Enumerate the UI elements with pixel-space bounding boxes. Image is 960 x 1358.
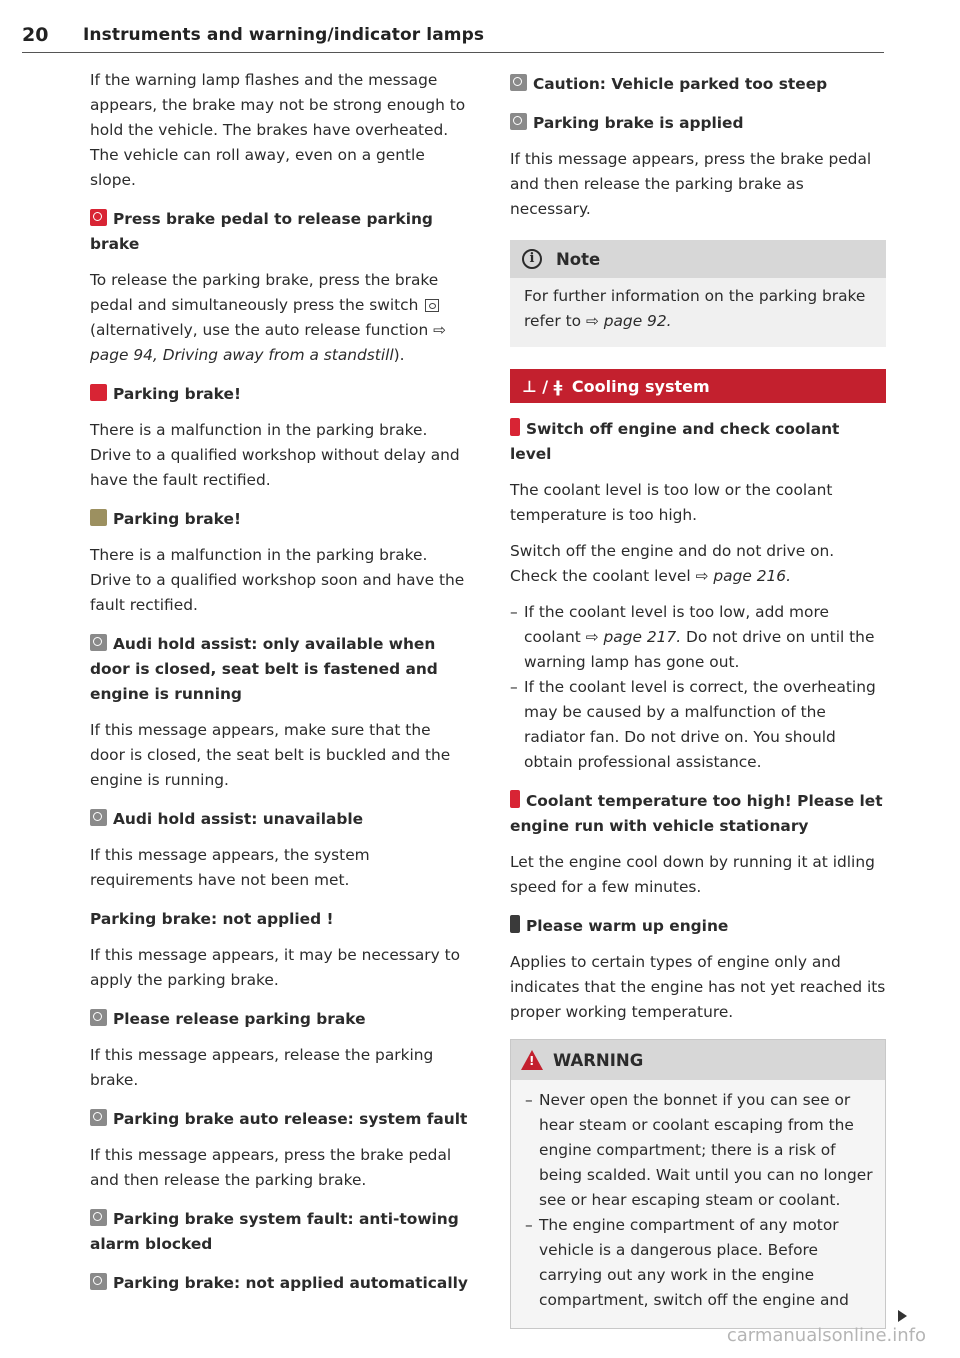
press-brake-heading: Press brake pedal to release parking brake	[90, 210, 433, 253]
warning-box	[510, 1039, 886, 1329]
list-item: – If the coolant level is too low, add more coolant ⇨ page 217. Do not drive on until the warning lamp has gone out.	[510, 600, 886, 675]
section-title: Instruments and warning/indicator lamps	[83, 25, 485, 45]
cooling-system-section-band	[510, 369, 886, 403]
note-text: For further information on the parking brake refer to ⇨ page 92.	[524, 287, 866, 330]
parking-brake-icon	[510, 74, 527, 91]
continue-arrow-icon	[898, 1310, 907, 1322]
switch-off-p1: The coolant level is too low or the coolant temperature is too high.	[510, 481, 833, 524]
auto-release-fault-heading: Parking brake auto release: system fault	[90, 1107, 470, 1132]
coolant-red-icon	[510, 418, 520, 436]
warm-up-heading: Please warm up engine	[510, 914, 886, 939]
hold-assist-icon	[90, 634, 107, 651]
parking-brake-fault-yellow-icon	[90, 509, 107, 526]
not-applied-auto-heading: Parking brake: not applied automatically	[90, 1271, 470, 1296]
coolant-icon: ⊥ / ǂ	[522, 376, 563, 396]
coolant-red-icon	[510, 790, 520, 808]
parking-brake-icon	[90, 1109, 107, 1126]
hold-assist-1-text: If this message appears, make sure that the door is closed, the seat belt is buckled and the engine is running.	[90, 721, 451, 789]
please-release-heading: Please release parking brake	[90, 1007, 470, 1032]
page-ref-link[interactable]: ⇨ page 92.	[585, 312, 672, 330]
parking-brake-icon	[90, 1209, 107, 1226]
system-fault-heading: Parking brake system fault: anti-towing alarm blocked	[90, 1210, 459, 1253]
switch-off-p2: Switch off the engine and do not drive on. Check the coolant level ⇨ page 216.	[510, 542, 835, 585]
too-high-heading: Coolant temperature too high! Please let engine run with vehicle stationary	[510, 792, 883, 835]
parking-brake-icon	[90, 1273, 107, 1290]
intro-paragraph: If the warning lamp flashes and the message appears, the brake may not be strong enough to hold the vehicle. The brakes have overheated. The vehicle can roll away, even on a gentle slope.	[90, 71, 466, 189]
parking-brake-yellow-text: There is a malfunction in the parking brake. Drive to a qualified workshop soon and have the fault rectified.	[90, 546, 465, 614]
coolant-temp-icon	[510, 915, 520, 933]
watermark: carmanualsonline.info	[726, 1325, 926, 1346]
parking-brake-yellow-heading: Parking brake!	[90, 507, 470, 532]
info-icon: i	[522, 249, 542, 269]
press-brake-text: To release the parking brake, press the brake pedal and simultaneously press the switch (alternatively, use the auto release function ⇨ page 94, Driving away from a standstill).	[90, 271, 447, 364]
warm-up-text: Applies to certain types of engine only and indicates that the engine has not yet reached its proper working temperature.	[510, 953, 886, 1021]
parking-brake-fault-red-icon	[90, 384, 107, 401]
left-column	[90, 68, 470, 1307]
too-steep-heading: Caution: Vehicle parked too steep	[510, 72, 886, 97]
is-applied-text: If this message appears, press the brake pedal and then release the parking brake as necessary.	[510, 150, 872, 218]
page-number: 20	[22, 24, 49, 46]
auto-release-fault-text: If this message appears, press the brake pedal and then release the parking brake.	[90, 1146, 452, 1189]
not-applied-heading: Parking brake: not applied !	[90, 910, 334, 928]
list-item: – If the coolant level is correct, the overheating may be caused by a malfunction of the radiator fan. Do not drive on. You should obtain professional assistance.	[510, 675, 886, 775]
note-title: Note	[556, 249, 601, 269]
list-item: – The engine compartment of any motor vehicle is a dangerous place. Before carrying out any work in the engine compartment, switch off the engine and	[525, 1213, 873, 1313]
brake-warning-icon	[90, 209, 107, 226]
warning-title: WARNING	[553, 1050, 644, 1070]
hold-assist-icon	[90, 809, 107, 826]
switch-off-heading: Switch off engine and check coolant level	[510, 420, 840, 463]
page-header	[22, 18, 884, 53]
is-applied-heading: Parking brake is applied	[510, 111, 886, 136]
warning-triangle-icon	[521, 1050, 543, 1070]
page-ref-link[interactable]: ⇨ page 94, Driving away from a standstill	[90, 321, 447, 364]
right-column	[510, 68, 886, 1329]
page-ref-link[interactable]: ⇨ page 216.	[695, 567, 791, 585]
list-item: – Never open the bonnet if you can see or hear steam or coolant escaping from the engine compartment; there is a risk of being scalded. Wait until you can no longer see or hear escaping steam or coolant.	[525, 1088, 873, 1213]
warning-list	[525, 1088, 873, 1313]
not-applied-text: If this message appears, it may be necessary to apply the parking brake.	[90, 946, 461, 989]
hold-assist-2-heading: Audi hold assist: unavailable	[90, 807, 470, 832]
please-release-text: If this message appears, release the parking brake.	[90, 1046, 434, 1089]
parking-brake-red-heading: Parking brake!	[90, 382, 470, 407]
note-box	[510, 240, 886, 347]
too-high-text: Let the engine cool down by running it at idling speed for a few minutes.	[510, 853, 875, 896]
cooling-system-title: Cooling system	[571, 376, 710, 396]
parking-brake-icon	[90, 1009, 107, 1026]
page-ref-link[interactable]: ⇨ page 217.	[585, 628, 682, 646]
hold-assist-1-heading: Audi hold assist: only available when door is closed, seat belt is fastened and engine is running	[90, 635, 438, 703]
coolant-steps-list	[510, 600, 886, 775]
hold-assist-2-text: If this message appears, the system requirements have not been met.	[90, 846, 370, 889]
parking-brake-switch-icon	[425, 299, 439, 312]
parking-brake-icon	[510, 113, 527, 130]
parking-brake-red-text: There is a malfunction in the parking brake. Drive to a qualified workshop without delay and have the fault rectified.	[90, 421, 460, 489]
